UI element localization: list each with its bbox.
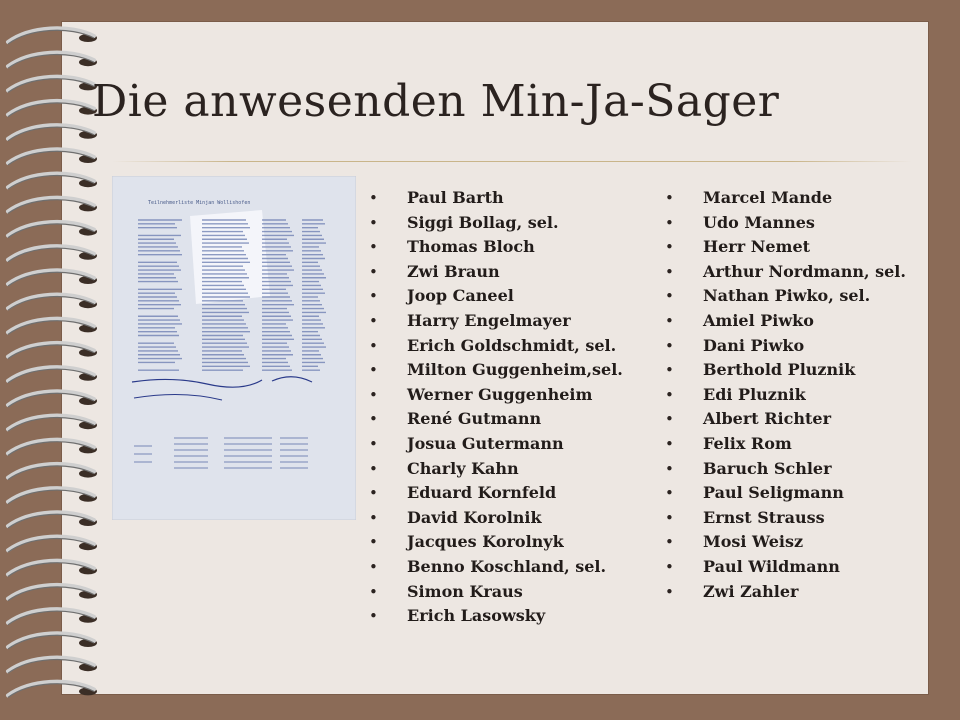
title-divider [112, 161, 912, 162]
attendee-name: • Nathan Piwko, sel. [665, 284, 906, 309]
attendee-name: • René Gutmann [369, 407, 623, 432]
attendee-name: • Simon Kraus [369, 580, 623, 605]
document-scan-image [112, 176, 356, 520]
attendee-name: • Herr Nemet [665, 235, 906, 260]
attendee-name: • David Korolnik [369, 506, 623, 531]
attendee-list-left [369, 186, 623, 629]
attendee-name: • Felix Rom [665, 432, 906, 457]
attendee-name: • Baruch Schler [665, 457, 906, 482]
attendee-name: • Charly Kahn [369, 457, 623, 482]
attendee-name: • Paul Barth [369, 186, 623, 211]
attendee-name: • Joop Caneel [369, 284, 623, 309]
attendee-name: • Zwi Zahler [665, 580, 906, 605]
attendee-name: • Erich Goldschmidt, sel. [369, 334, 623, 359]
attendee-name: • Zwi Braun [369, 260, 623, 285]
attendee-name: • Dani Piwko [665, 334, 906, 359]
attendee-name: • Udo Mannes [665, 211, 906, 236]
scan-heading: Teilnehmerliste Minjan Wollishofen [148, 200, 251, 206]
attendee-name: • Ernst Strauss [665, 506, 906, 531]
attendee-name: • Jacques Korolnyk [369, 530, 623, 555]
attendee-name: • Werner Guggenheim [369, 383, 623, 408]
attendee-name: • Berthold Pluznik [665, 358, 906, 383]
attendee-name: • Erich Lasowsky [369, 604, 623, 629]
slide-title: Die anwesenden Min-Ja-Sager [92, 76, 780, 127]
attendee-name: • Milton Guggenheim,sel. [369, 358, 623, 383]
attendee-name: • Siggi Bollag, sel. [369, 211, 623, 236]
attendee-name: • Thomas Bloch [369, 235, 623, 260]
attendee-name: • Josua Gutermann [369, 432, 623, 457]
attendee-name: • Eduard Kornfeld [369, 481, 623, 506]
attendee-name: • Arthur Nordmann, sel. [665, 260, 906, 285]
attendee-name: • Harry Engelmayer [369, 309, 623, 334]
attendee-name: • Paul Wildmann [665, 555, 906, 580]
attendee-name: • Amiel Piwko [665, 309, 906, 334]
attendee-name: • Edi Pluznik [665, 383, 906, 408]
attendee-name: • Albert Richter [665, 407, 906, 432]
attendee-name: • Marcel Mande [665, 186, 906, 211]
attendee-name: • Paul Seligmann [665, 481, 906, 506]
attendee-list-right [665, 186, 906, 604]
attendee-name: • Benno Koschland, sel. [369, 555, 623, 580]
attendee-name: • Mosi Weisz [665, 530, 906, 555]
